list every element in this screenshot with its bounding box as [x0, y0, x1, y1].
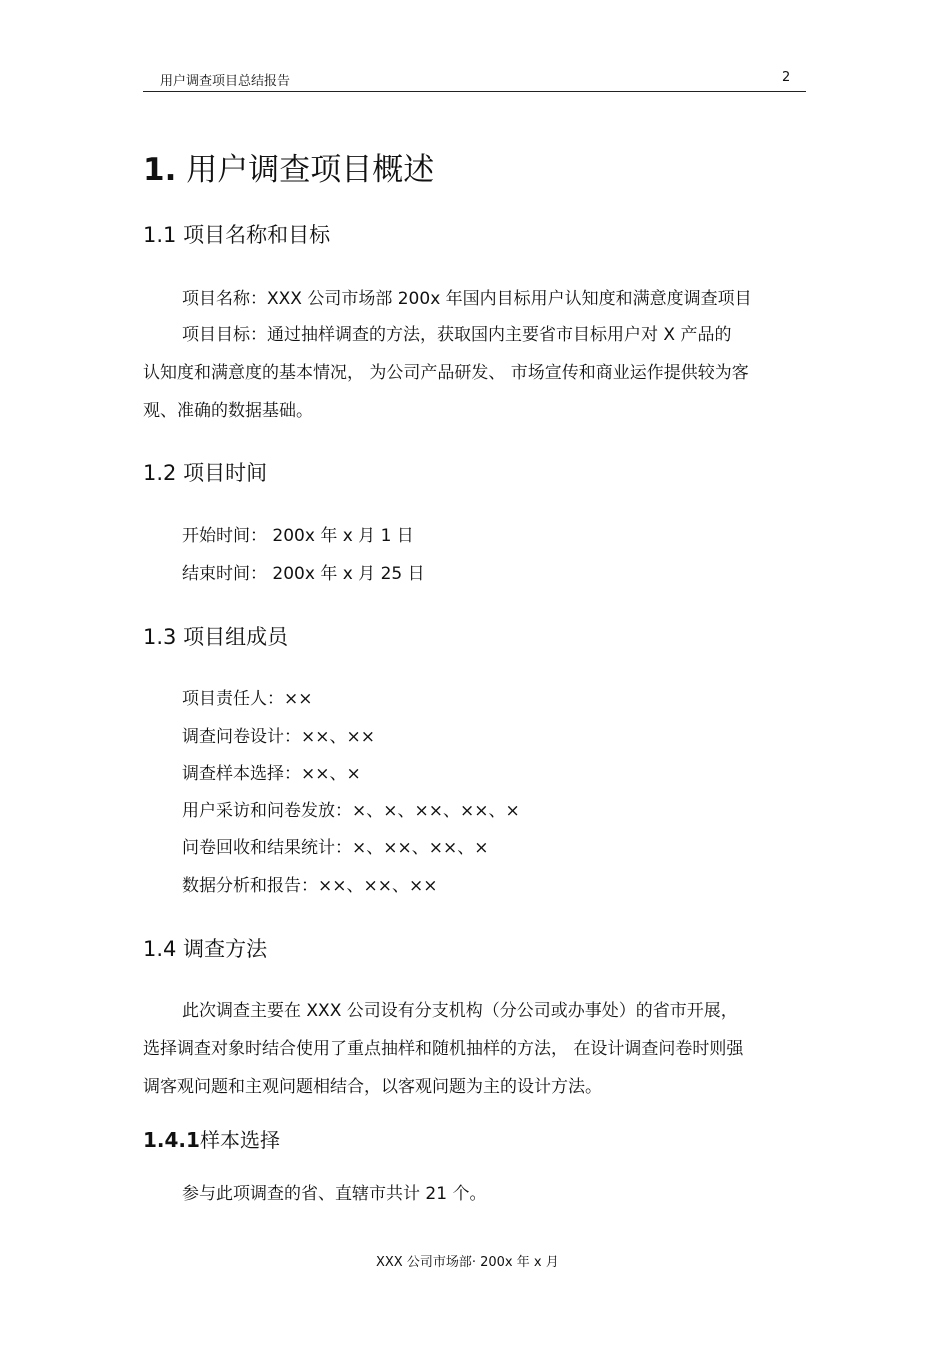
project-goal-line-1: 项目目标：通过抽样调查的方法，获取国内主要省市目标用户对 X 产品的: [182, 325, 732, 345]
method-line-1: 此次调查主要在 XXX 公司设有分支机构（分公司或办事处）的省市开展，: [182, 1001, 738, 1021]
member-line: 调查问卷设计：××、××: [182, 727, 375, 747]
end-time-line: 结束时间： 200x 年 x 月 25 日: [182, 564, 425, 584]
member-line: 用户采访和问卷发放：×、×、××、××、×: [182, 801, 520, 821]
section-1-number: 1.: [143, 152, 177, 188]
section-1-4-1-heading: [143, 1124, 280, 1153]
member-line: 项目责任人：××: [182, 689, 313, 709]
section-1-title: 用户调查项目概述: [186, 152, 435, 188]
sample-count-line: 参与此项调查的省、直辖市共计 21 个。: [182, 1184, 487, 1204]
project-name-line: 项目名称：XXX 公司市场部 200x 年国内目标用户认知度和满意度调查项目: [182, 289, 752, 309]
section-1-4-1-title: 样本选择: [199, 1128, 280, 1152]
section-1-2-heading: 1.2 项目时间: [143, 461, 268, 485]
member-line: 调查样本选择：××、×: [182, 764, 361, 784]
start-time-line: 开始时间： 200x 年 x 月 1 日: [182, 526, 414, 546]
header-rule: [143, 91, 806, 92]
method-line-2: 选择调查对象时结合使用了重点抽样和随机抽样的方法， 在设计调查问卷时则强: [143, 1039, 744, 1059]
method-line-3: 调客观问题和主观问题相结合，以客观问题为主的设计方法。: [143, 1077, 602, 1097]
section-1-4-1-number: 1.4.1: [143, 1128, 200, 1152]
running-header-title: 用户调查项目总结报告: [160, 74, 291, 89]
section-1-4-heading: 1.4 调查方法: [143, 937, 268, 961]
section-1-3-heading: 1.3 项目组成员: [143, 625, 289, 649]
section-1-heading: [143, 144, 434, 189]
page-number: 2: [782, 70, 791, 85]
project-goal-line-2: 认知度和满意度的基本情况， 为公司产品研发、 市场宣传和商业运作提供较为客: [143, 363, 749, 383]
member-line: 问卷回收和结果统计：×、××、××、×: [182, 838, 489, 858]
section-1-1-heading: 1.1 项目名称和目标: [143, 223, 331, 247]
project-goal-line-3: 观、准确的数据基础。: [143, 401, 313, 421]
page-footer: XXX 公司市场部· 200x 年 x 月: [376, 1255, 559, 1270]
member-line: 数据分析和报告：××、××、××: [182, 876, 438, 896]
